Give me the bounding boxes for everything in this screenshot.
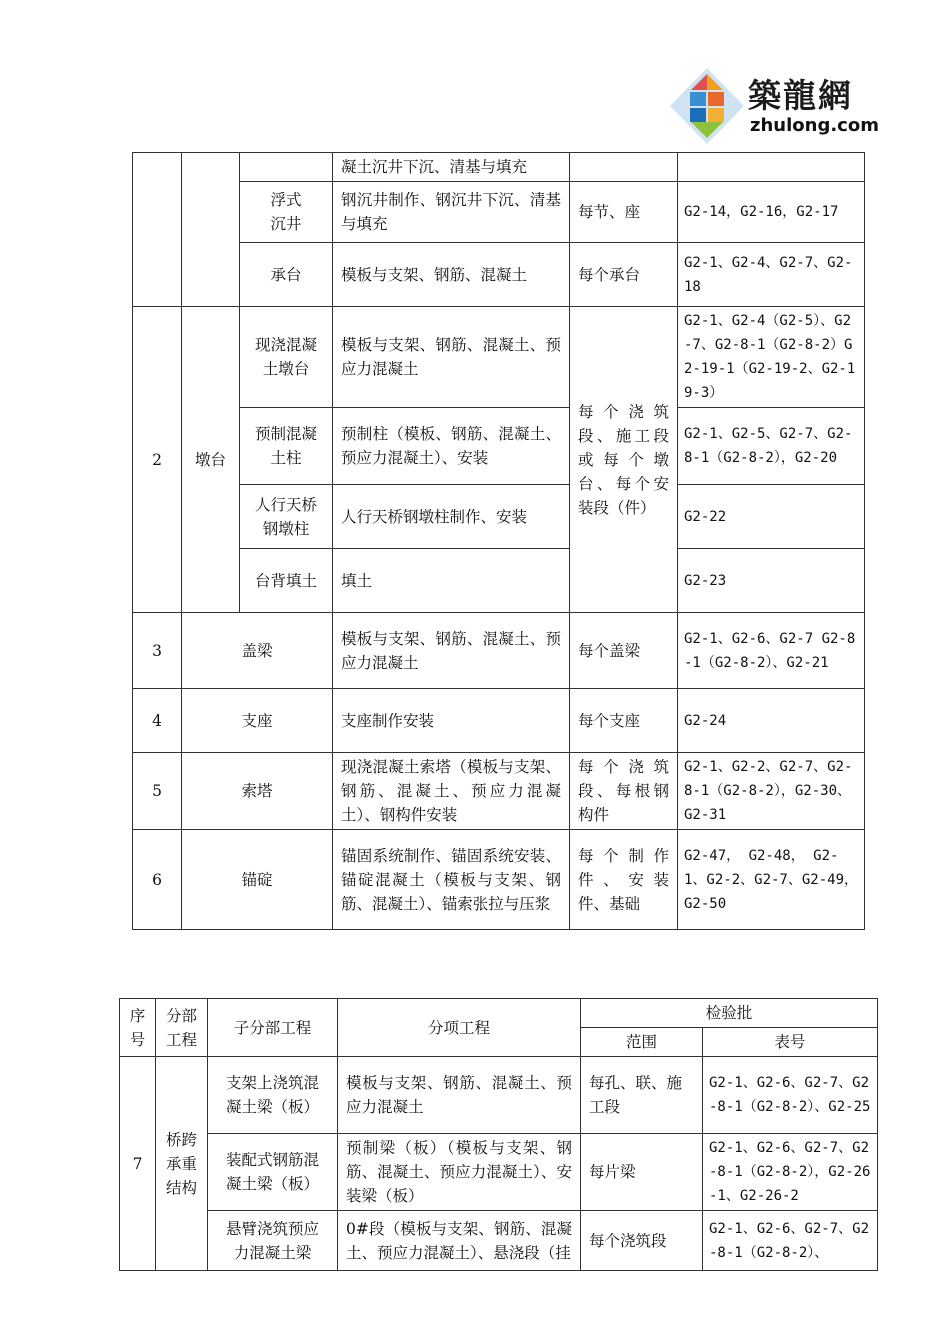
header-dept: 分部 工程 bbox=[156, 999, 208, 1057]
header-batch: 检验批 bbox=[581, 999, 878, 1028]
cell-no: 3 bbox=[133, 613, 182, 689]
cell-sub: 装配式钢筋混 凝土梁（板） bbox=[208, 1134, 338, 1211]
cell-dept-blank bbox=[182, 153, 240, 307]
cell-forms: G2-14，G2-16，G2-17 bbox=[678, 182, 865, 243]
header-no: 序 号 bbox=[120, 999, 156, 1057]
cell-forms: G2-47， G2-48， G2-1、G2-2、G2-7、G2-49，G2-50 bbox=[678, 830, 865, 930]
cell-forms: G2-1、G2-6、G2-7、G2-8-1（G2-8-2）、 bbox=[703, 1211, 878, 1271]
cell-no: 5 bbox=[133, 753, 182, 830]
cell-sub: 承台 bbox=[240, 243, 333, 307]
cell-no: 2 bbox=[133, 307, 182, 613]
cell-name: 索塔 bbox=[182, 753, 333, 830]
cell-scope: 每片梁 bbox=[581, 1134, 703, 1211]
cell-forms: G2-1、G2-5、G2-7、G2-8-1（G2-8-2），G2-20 bbox=[678, 408, 865, 485]
cell-content: 人行天桥钢墩柱制作、安装 bbox=[333, 485, 570, 549]
cell-scope: 每 个 浇 筑段、每根钢构件 bbox=[570, 753, 678, 830]
cell-no: 4 bbox=[133, 689, 182, 753]
header-form: 表号 bbox=[703, 1028, 878, 1057]
inspection-table-1 bbox=[132, 152, 865, 930]
cell-content: 模板与支架、钢筋、混凝土、预应力混凝土 bbox=[333, 307, 570, 408]
cell-sub: 浮式 沉井 bbox=[240, 182, 333, 243]
cell-sub: 支架上浇筑混 凝土梁（板） bbox=[208, 1057, 338, 1134]
cell-sub bbox=[240, 153, 333, 182]
table-row bbox=[133, 485, 865, 549]
cell-scope: 每 个 制 作件、安装件、基础 bbox=[570, 830, 678, 930]
cell-scope: 每 个 浇 筑段、施工段或 每 个 墩台、每个安装段（件） bbox=[570, 307, 678, 613]
cell-content: 预制梁（板）（模板与支架、钢筋、混凝土、预应力混凝土）、安装梁（板） bbox=[338, 1134, 581, 1211]
logo-diamond-icon bbox=[668, 66, 746, 146]
table-row bbox=[133, 182, 865, 243]
cell-content: 模板与支架、钢筋、混凝土、预应力混凝土 bbox=[338, 1057, 581, 1134]
cell-sub: 人行天桥 钢墩柱 bbox=[240, 485, 333, 549]
table-row bbox=[133, 243, 865, 307]
table-row bbox=[133, 307, 865, 408]
cell-scope: 每个浇筑段 bbox=[581, 1211, 703, 1271]
cell-sub: 现浇混凝 土墩台 bbox=[240, 307, 333, 408]
cell-name: 锚碇 bbox=[182, 830, 333, 930]
cell-forms: G2-1、G2-4（G2-5）、G2-7、G2-8-1（G2-8-2）G2-19-1（G2-19-2、G2-19-3） bbox=[678, 307, 865, 408]
table-row bbox=[120, 1211, 878, 1271]
cell-scope bbox=[570, 153, 678, 182]
inspection-table-2 bbox=[119, 998, 878, 1271]
cell-scope: 每个支座 bbox=[570, 689, 678, 753]
cell-forms: G2-1、G2-4、G2-7、G2-18 bbox=[678, 243, 865, 307]
table-row bbox=[133, 753, 865, 830]
header-scope: 范围 bbox=[581, 1028, 703, 1057]
cell-content: 模板与支架、钢筋、混凝土 bbox=[333, 243, 570, 307]
cell-content: 锚固系统制作、锚固系统安装、锚碇混凝土（模板与支架、钢筋、混凝土）、锚索张拉与压浆 bbox=[333, 830, 570, 930]
table-row bbox=[133, 830, 865, 930]
logo-en: zhulong.com bbox=[750, 115, 879, 136]
cell-content: 现浇混凝土索塔（模板与支架、钢筋、混凝土、预应力混凝土）、钢构件安装 bbox=[333, 753, 570, 830]
table-row bbox=[133, 689, 865, 753]
table-row bbox=[120, 1057, 878, 1134]
cell-no: 7 bbox=[120, 1057, 156, 1271]
cell-name: 盖梁 bbox=[182, 613, 333, 689]
cell-name: 支座 bbox=[182, 689, 333, 753]
cell-forms: G2-1、G2-6、G2-7、G2-8-1（G2-8-2）、G2-25 bbox=[703, 1057, 878, 1134]
cell-forms: G2-23 bbox=[678, 549, 865, 613]
cell-scope: 每个盖梁 bbox=[570, 613, 678, 689]
zhulong-logo bbox=[668, 66, 883, 146]
header-sub: 子分部工程 bbox=[208, 999, 338, 1057]
cell-scope: 每节、座 bbox=[570, 182, 678, 243]
cell-content: 填土 bbox=[333, 549, 570, 613]
cell-content: 凝土沉井下沉、清基与填充 bbox=[333, 153, 570, 182]
cell-scope: 每孔、联、施工段 bbox=[581, 1057, 703, 1134]
cell-sub: 台背填土 bbox=[240, 549, 333, 613]
cell-no-blank bbox=[133, 153, 182, 307]
cell-content: 模板与支架、钢筋、混凝土、预应力混凝土 bbox=[333, 613, 570, 689]
cell-content: 0#段（模板与支架、钢筋、混凝土、预应力混凝土）、悬浇段（挂 bbox=[338, 1211, 581, 1271]
table-row bbox=[133, 408, 865, 485]
cell-content: 预制柱（模板、钢筋、混凝土、预应力混凝土）、安装 bbox=[333, 408, 570, 485]
cell-forms: G2-1、G2-6、G2-7 G2-8-1（G2-8-2）、G2-21 bbox=[678, 613, 865, 689]
table-row bbox=[120, 1134, 878, 1211]
cell-forms: G2-1、G2-2、G2-7、G2-8-1（G2-8-2），G2-30、G2-31 bbox=[678, 753, 865, 830]
table-row bbox=[133, 153, 865, 182]
cell-dept: 桥跨 承重 结构 bbox=[156, 1057, 208, 1271]
cell-content: 支座制作安装 bbox=[333, 689, 570, 753]
cell-no: 6 bbox=[133, 830, 182, 930]
logo-cn: 築龍網 bbox=[748, 76, 853, 115]
cell-forms: G2-24 bbox=[678, 689, 865, 753]
table-header-row bbox=[120, 999, 878, 1028]
cell-sub: 悬臂浇筑预应 力混凝土梁 bbox=[208, 1211, 338, 1271]
cell-sub: 预制混凝 土柱 bbox=[240, 408, 333, 485]
table-row bbox=[133, 613, 865, 689]
table-row bbox=[133, 549, 865, 613]
cell-content: 钢沉井制作、钢沉井下沉、清基与填充 bbox=[333, 182, 570, 243]
cell-dept: 墩台 bbox=[182, 307, 240, 613]
header-item: 分项工程 bbox=[338, 999, 581, 1057]
cell-forms: G2-22 bbox=[678, 485, 865, 549]
cell-scope: 每个承台 bbox=[570, 243, 678, 307]
cell-forms: G2-1、G2-6、G2-7、G2-8-1（G2-8-2），G2-26-1、G2-26-2 bbox=[703, 1134, 878, 1211]
cell-forms bbox=[678, 153, 865, 182]
